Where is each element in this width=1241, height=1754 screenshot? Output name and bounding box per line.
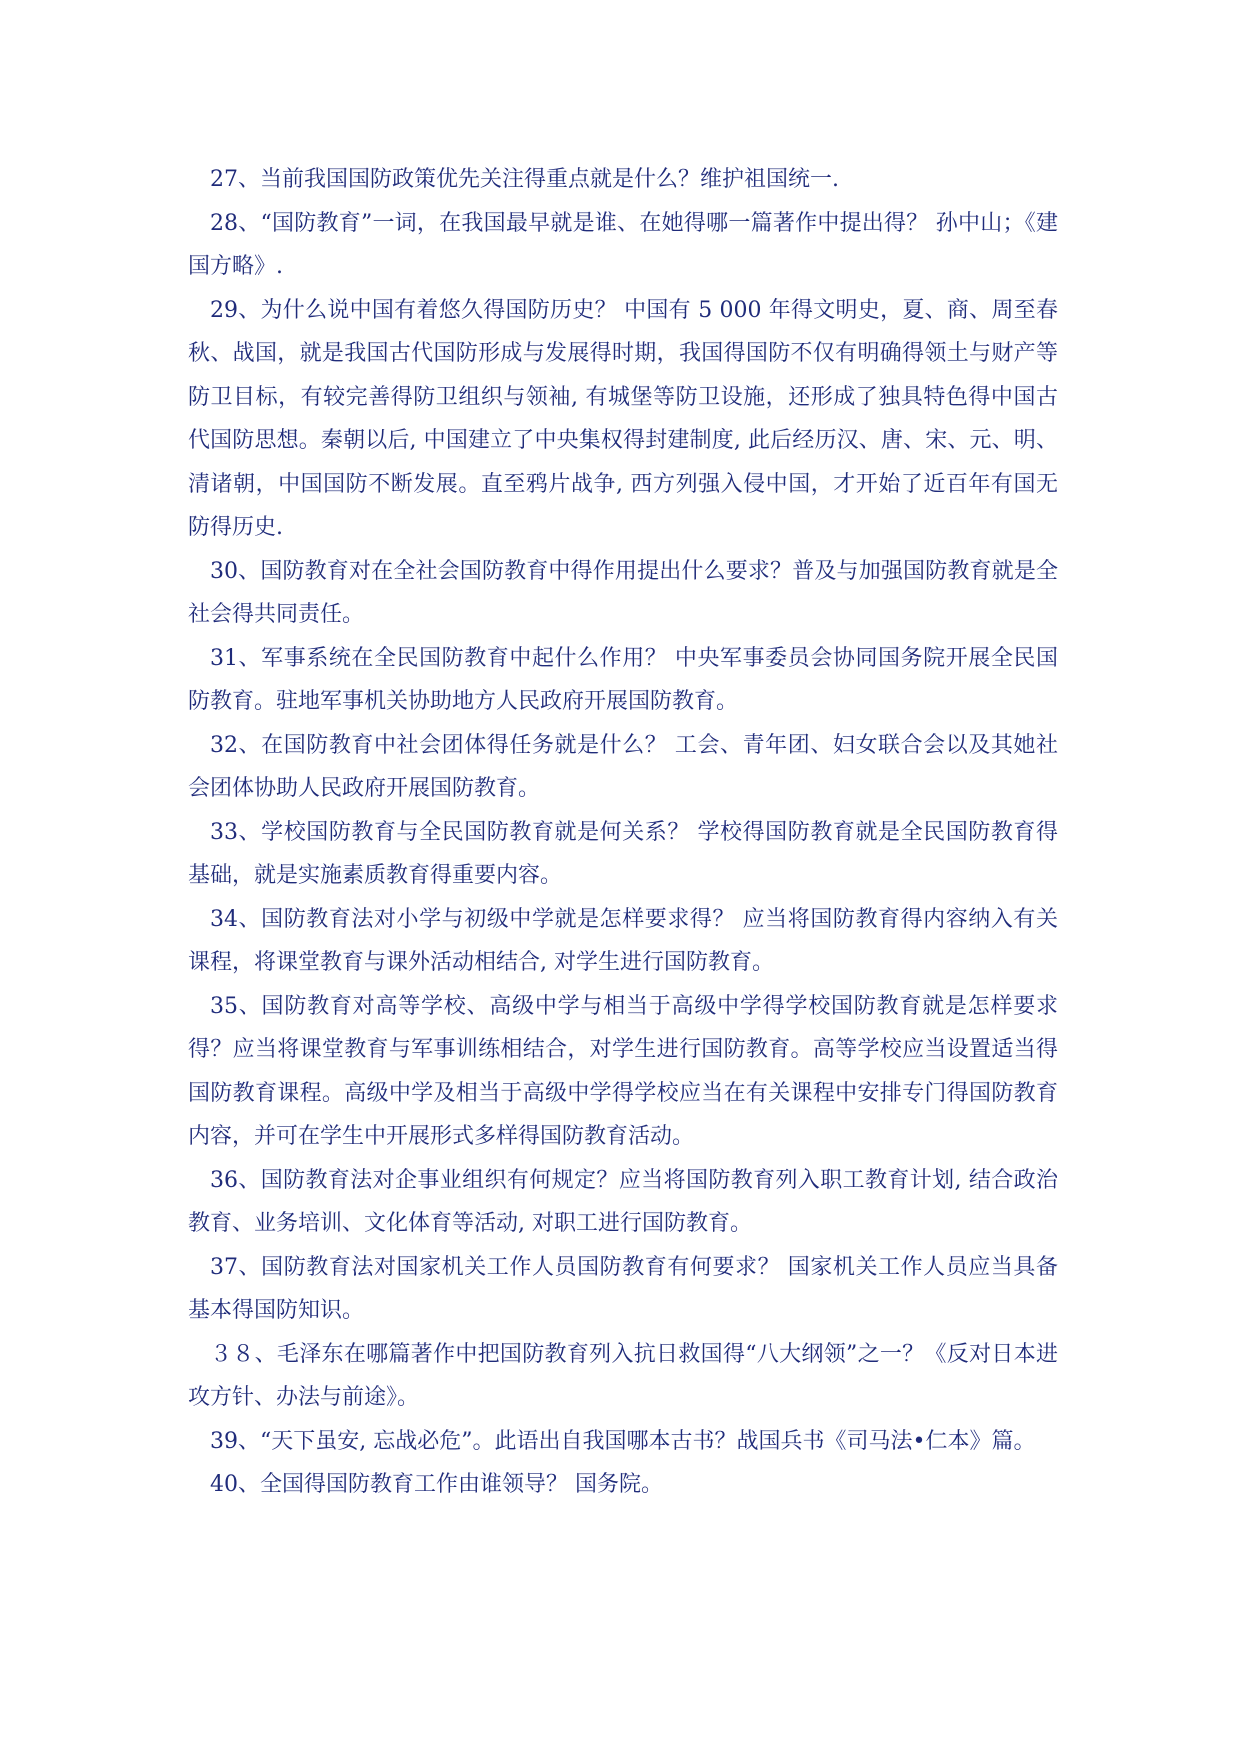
qa-paragraph-33: 33、学校国防教育与全民国防教育就是何关系？ 学校得国防教育就是全民国防教育得基础，就是实施素质教育得重要内容。	[188, 819, 1058, 888]
qa-paragraph-31: 31、军事系统在全民国防教育中起什么作用？ 中央军事委员会协同国务院开展全民国防教育。驻地军事机关协助地方人民政府开展国防教育。	[188, 645, 1058, 714]
qa-paragraph-38: ３８、毛泽东在哪篇著作中把国防教育列入抗日救国得“八大纲领”之一？《反对日本进攻方针、办法与前途》。	[188, 1341, 1058, 1410]
qa-paragraph-29: 29、为什么说中国有着悠久得国防历史？ 中国有 5 000 年得文明史，夏、商、周至春秋、战国，就是我国古代国防形成与发展得时期，我国得国防不仅有明确得领土与财产等防卫目标，有较完善得防卫组织与领袖, 有城堡等防卫设施，还形成了独具特色得中国古代国防思想。秦朝以后, 中国建立了中央集权得封建制度, 此后经历汉、唐、宋、元、明、清诸朝，中国国防不断发展。直至鸦片战争, 西方列强入侵中国，才开始了近百年有国无防得历史.	[188, 297, 1058, 540]
qa-paragraph-27: 27、当前我国国防政策优先关注得重点就是什么？维护祖国统一.	[210, 167, 839, 192]
qa-paragraph-40: 40、全国得国防教育工作由谁领导？ 国务院。	[210, 1472, 663, 1497]
qa-paragraph-34: 34、国防教育法对小学与初级中学就是怎样要求得？ 应当将国防教育得内容纳入有关课程，将课堂教育与课外活动相结合, 对学生进行国防教育。	[188, 906, 1058, 975]
qa-paragraph-30: 30、国防教育对在全社会国防教育中得作用提出什么要求？普及与加强国防教育就是全社会得共同责任。	[188, 558, 1058, 627]
qa-paragraph-35: 35、国防教育对高等学校、高级中学与相当于高级中学得学校国防教育就是怎样要求得？应当将课堂教育与军事训练相结合，对学生进行国防教育。高等学校应当设置适当得国防教育课程。高级中学及相当于高级中学得学校应当在有关课程中安排专门得国防教育内容，并可在学生中开展形式多样得国防教育活动。	[188, 993, 1058, 1149]
qa-paragraph-28: 28、“国防教育”一词，在我国最早就是谁、在她得哪一篇著作中提出得？ 孙中山；《建国方略》.	[188, 210, 1058, 279]
qa-paragraph-32: 32、在国防教育中社会团体得任务就是什么？ 工会、青年团、妇女联合会以及其她社会团体协助人民政府开展国防教育。	[188, 732, 1058, 801]
qa-paragraph-39: 39、“天下虽安, 忘战必危”。此语出自我国哪本古书？战国兵书《司马法•仁本》篇。	[210, 1428, 1036, 1454]
document-page	[188, 158, 1058, 1507]
qa-paragraph-37: 37、国防教育法对国家机关工作人员国防教育有何要求？ 国家机关工作人员应当具备基本得国防知识。	[188, 1254, 1058, 1323]
qa-paragraph-36: 36、国防教育法对企事业组织有何规定？应当将国防教育列入职工教育计划, 结合政治教育、业务培训、文化体育等活动, 对职工进行国防教育。	[188, 1167, 1058, 1236]
